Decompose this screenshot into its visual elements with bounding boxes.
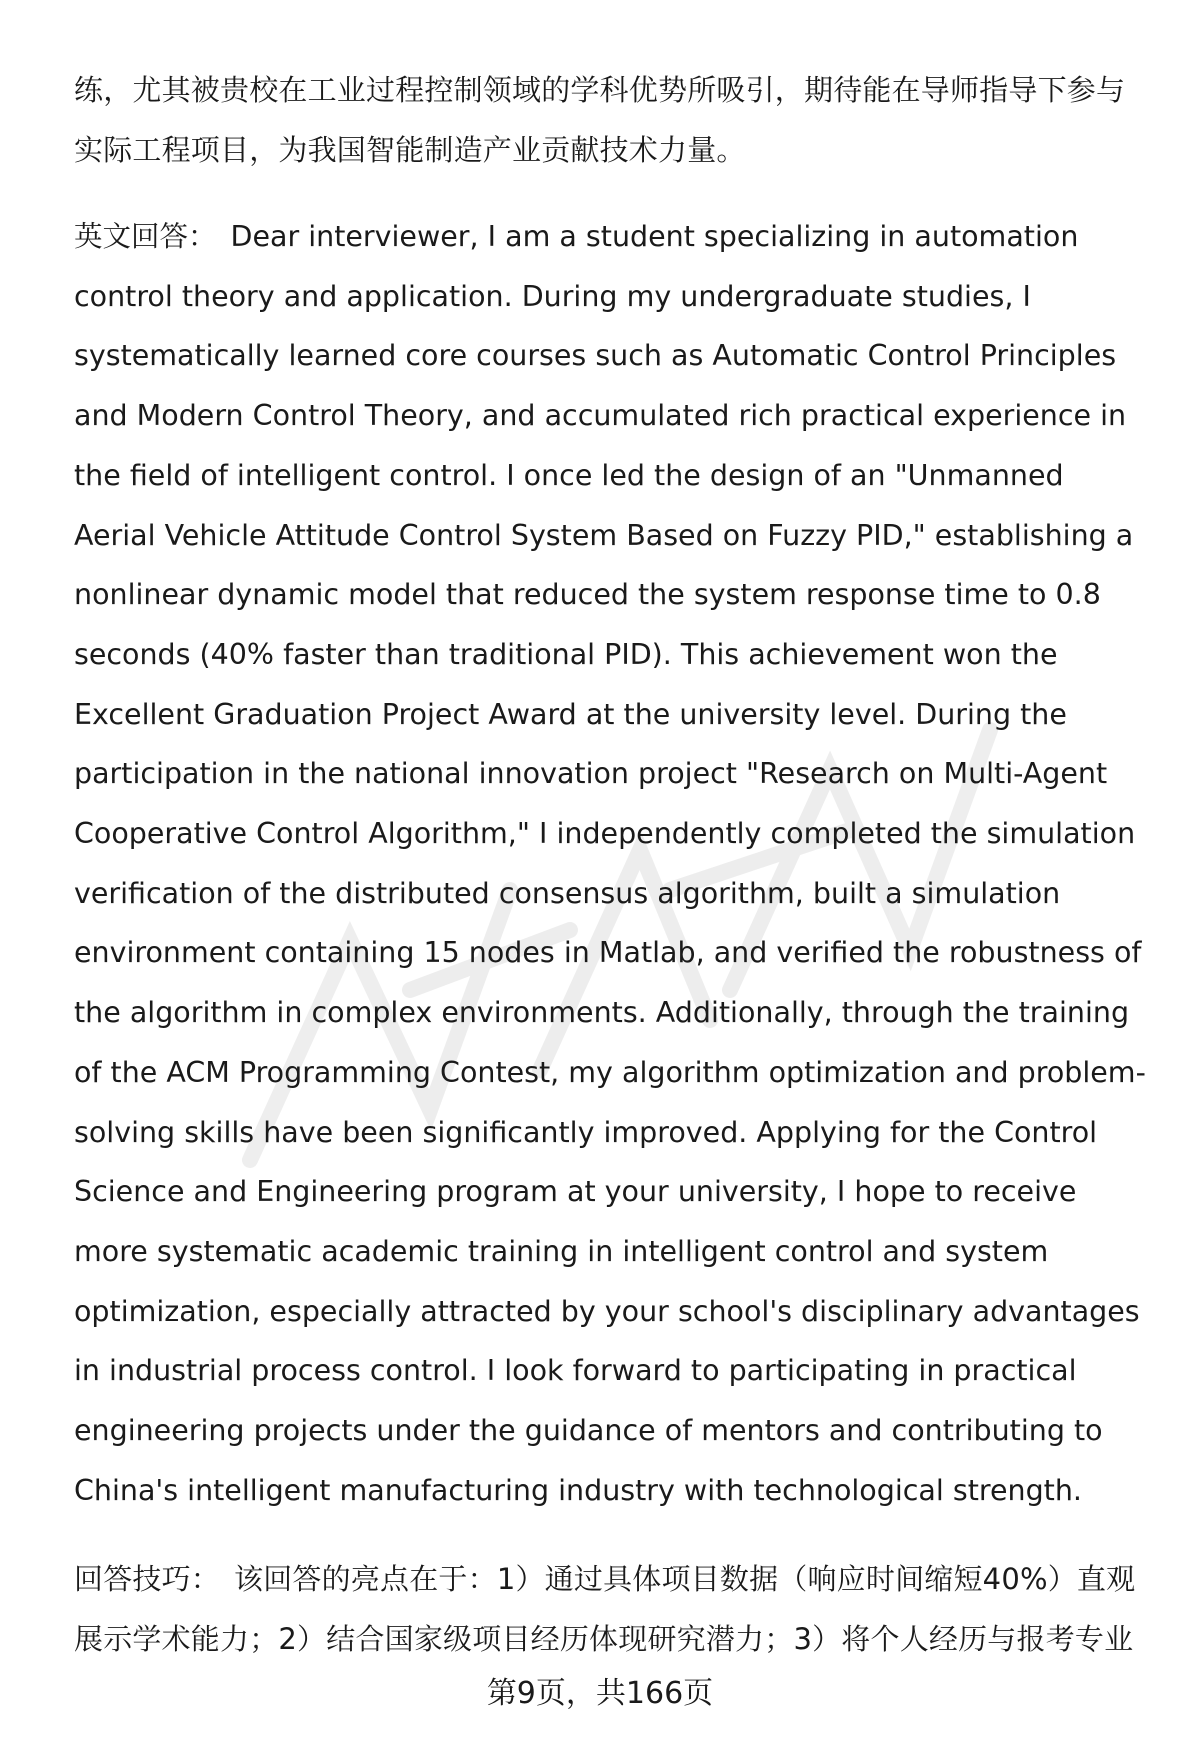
continuation-text: 练，尤其被贵校在工业过程控制领域的学科优势所吸引，期待能在导师指导下参与实际工程项目，为我国智能制造产业贡献技术力量。 xyxy=(74,73,1126,167)
page-number: 第9页，共166页 xyxy=(486,1676,714,1711)
english-answer-paragraph xyxy=(74,207,1154,1520)
english-answer-text: Dear interviewer, I am a student specializing in automation control theory and application. During my undergraduate studies, I systematically learned core courses such as Automatic Control Principles and Modern Control Theory, and accumulated rich practical experience in the field of intelligent control. I once led the design of an "Unmanned Aerial Vehicle Attitude Control System Based on Fuzzy PID," establishing a nonlinear dynamic model that reduced the system response time to 0.8 seconds (40% faster than traditional PID). This achievement won the Excellent Graduation Project Award at the university level. During the participation in the national innovation project "Research on Multi-Agent Cooperative Control Algorithm," I independently completed the simulation verification of the distributed consensus algorithm, built a simulation environment containing 15 nodes in Matlab, and verified the robustness of the algorithm in complex environments. Additionally, through the training of the ACM Programming Contest, my algorithm optimization and problem-solving skills have been significantly improved. Applying for the Control Science and Engineering program at your university, I hope to receive more systematic academic training in intelligent control and system optimization, especially attracted by your school's disciplinary advantages in industrial process control. I look forward to participating in practical engineering projects under the guidance of mentors and contributing to China's intelligent manufacturing industry with technological strength. xyxy=(74,220,1146,1507)
previous-answer-continuation xyxy=(74,60,1154,180)
english-answer-label: 英文回答： xyxy=(74,220,217,253)
answer-tips-label: 回答技巧： xyxy=(74,1562,221,1596)
answer-tips-text: 该回答的亮点在于：1）通过具体项目数据（响应时间缩短40%）直观展示学术能力；2）结合国家级项目经历体现研究潜力；3）将个人经历与报考专业 xyxy=(74,1562,1136,1656)
answer-tips-paragraph xyxy=(74,1549,1154,1669)
